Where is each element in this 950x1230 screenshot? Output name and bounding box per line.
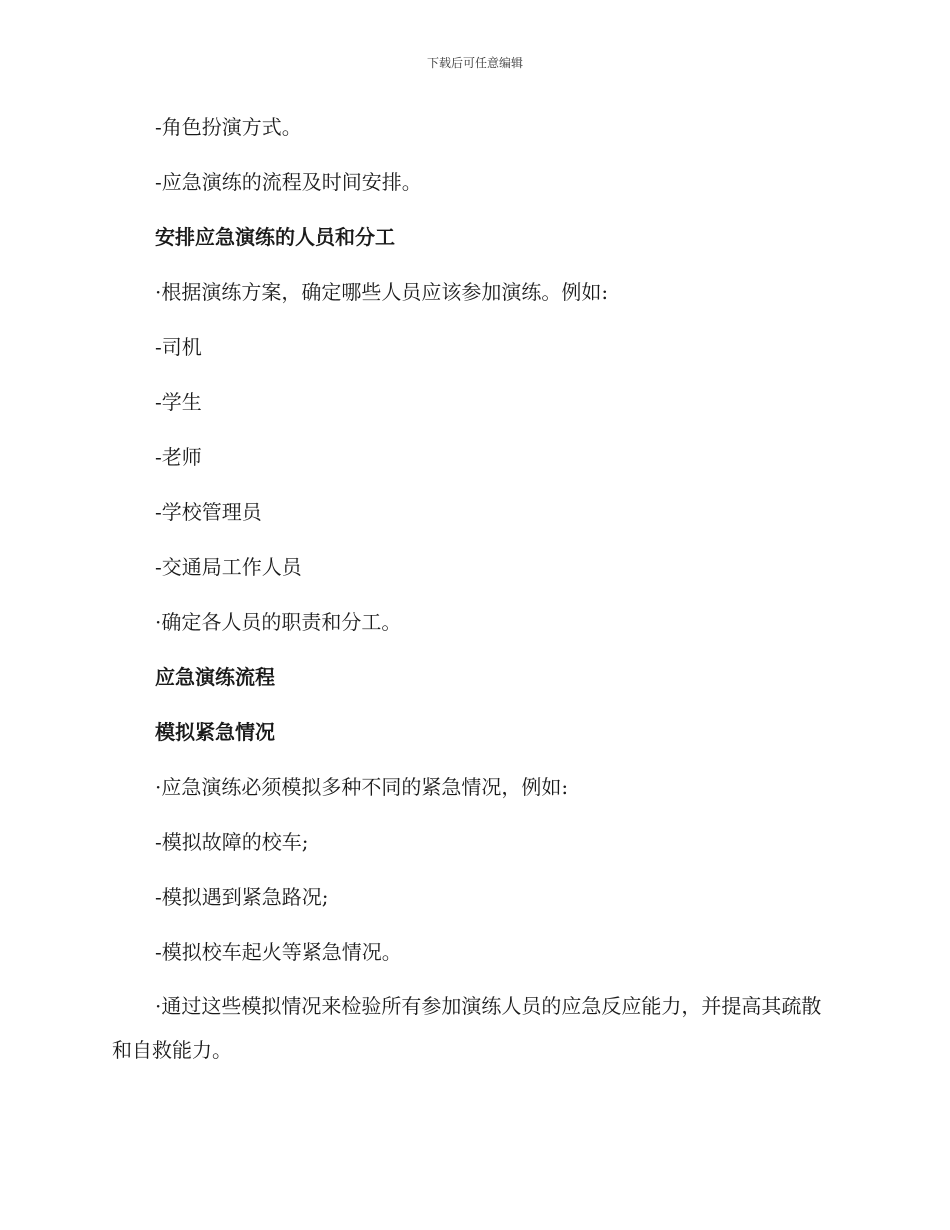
list-item-process-schedule: -应急演练的流程及时间安排。 — [155, 170, 422, 194]
list-item-driver: -司机 — [155, 335, 202, 359]
bullet-determine-participants: ·根据演练方案，确定哪些人员应该参加演练。例如: — [155, 280, 609, 304]
page-header-note: 下载后可任意编辑 — [426, 56, 523, 70]
list-item-bus-fire: -模拟校车起火等紧急情况。 — [155, 940, 402, 964]
document-body — [112, 110, 832, 1072]
list-item-students: -学生 — [155, 390, 202, 414]
subsection-heading-simulate: 模拟紧急情况 — [155, 720, 275, 744]
section-heading-process: 应急演练流程 — [155, 665, 275, 689]
list-item-broken-bus: -模拟故障的校车; — [155, 830, 309, 854]
bullet-simulate-scenarios: ·应急演练必须模拟多种不同的紧急情况，例如: — [155, 775, 569, 799]
list-item-transport-staff: -交通局工作人员 — [155, 555, 302, 579]
list-item-roleplay: -角色扮演方式。 — [155, 115, 302, 139]
list-item-school-admin: -学校管理员 — [155, 500, 262, 524]
bullet-duties: ·确定各人员的职责和分工。 — [155, 610, 402, 634]
section-heading-personnel: 安排应急演练的人员和分工 — [155, 225, 395, 249]
list-item-road-emergency: -模拟遇到紧急路况; — [155, 885, 329, 909]
list-item-teachers: -老师 — [155, 445, 202, 469]
closing-paragraph: ·通过这些模拟情况来检验所有参加演练人员的应急反应能力，并提高其疏散和自救能力。 — [112, 994, 822, 1062]
